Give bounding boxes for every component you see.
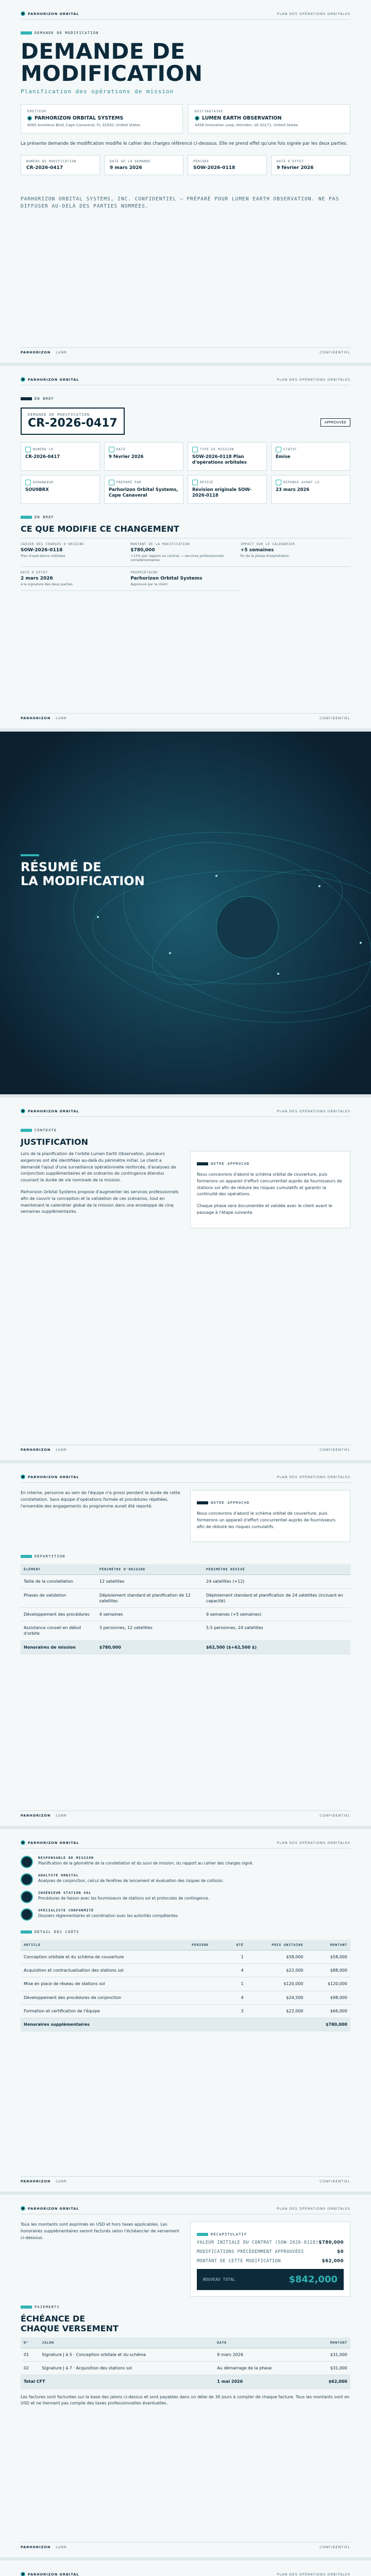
logo-icon <box>21 2572 25 2576</box>
page-header <box>21 11 350 20</box>
doc-ref: PLAN DES OPÉRATIONS ORBITALES <box>277 11 350 16</box>
team-member: SPÉCIALISTE CONFORMITÉ Dossiers réglementaires et coordination avec les autorités compétentes. <box>21 1908 350 1921</box>
logo-icon <box>21 1840 25 1845</box>
satellite-icon <box>192 447 198 452</box>
page-footer: PARHORIZON LUNR CONFIDENTIEL <box>21 2542 350 2549</box>
summary-cell: DEMANDEUR SOU9BRX <box>21 475 100 504</box>
provider-logo-icon <box>195 116 199 121</box>
table-row: Phases de validation Déploiement standard et planification de 12 satellites Déploiement standard et planification de 24 satellites (incluant en capacité) <box>21 1588 350 1607</box>
page-footer: PARHORIZON LUNR CONFIDENTIEL <box>21 347 350 354</box>
approach-box: NOTRE APPROCHE Nous concevrons d'abord le schéma orbital de couverture, puis formerons un appareil d'effort concurrentiel auprès de fournisseurs afin de réduire les risques cumulatifs. <box>190 1490 350 1542</box>
summary-cell: PRÉPARÉ PAR Parhorizon Orbital Systems, Cape Canaveral <box>104 475 183 504</box>
schedule-note: Les factures sont facturées sur la base des jalons ci-dessus et sont payables dans un délai de 30 jours à compter de chaque facture. Tous les montants sont en USD et ne tiennent pas compte des taxes professionnelles éventuelles. <box>21 2394 350 2406</box>
section-tag: EN BREF <box>21 515 54 519</box>
page-footer: PARHORIZON LUNR CONFIDENTIEL <box>21 713 350 720</box>
cover-notice: La présente demande de modification modifie le cahier des charges référencé ci-dessous. Elle ne prend effet qu'une fois signée par les deux parties. <box>21 141 348 147</box>
orbit-graphic <box>0 732 371 1097</box>
table-row: Assistance conseil en début d'orbite 3 personnes, 12 satellites 5.5 personnes, 24 satellites <box>21 1621 350 1640</box>
approval-page <box>0 2561 371 2576</box>
summary-page <box>0 366 371 732</box>
pricing-intro: En interne, personne au sein de l'équipe n'a grossi pendant la durée de cette constellation. Sans équipe d'opérations formée et procédures répétées, l'ensemble des engagements du programme aurait été reporté. <box>21 1490 180 1509</box>
clock-icon <box>276 480 281 485</box>
hero-accent <box>21 854 39 856</box>
avatar <box>21 1908 33 1921</box>
logo-icon <box>21 11 25 16</box>
team-member: INGÉNIEUR STATION SOL Procédures de liaison avec les fournisseurs de stations sol et protocoles de contingence. <box>21 1891 350 1903</box>
document-icon <box>25 447 31 452</box>
team-member: RESPONSABLE DE MISSION Planification de la géométrie de la constellation et du suivi de mission, du rapport au cahier des charges signé. <box>21 1856 350 1868</box>
change-items <box>21 538 350 591</box>
cover-title: DEMANDE DE MODIFICATION <box>21 39 203 86</box>
stat-card: DATE D'EFFET 9 février 2026 <box>271 155 350 175</box>
schedule-page <box>0 2195 371 2561</box>
justification-lead: Lors de la planification de l'orbite Lumen Earth Observation, plusieurs exigences ont été identifiées au-delà du périmètre initial. Le client a demandé l'ajout d'une surveillance opérationnelle renforcée, d'analyses de conjonction supplémentaires et de scénarios de contingence étendus couvrant la durée de vie nominale de la mission. <box>21 1151 176 1183</box>
payment-table: N° JALON DATE MONTANT 01 Signature J à 5 · Conception orbitale et du schéma 9 mars 2026 $31,000 02 Signature J à 7 · Acquisition des stations sol Au démarrage de la phase $31,000 Total CFT 1 mai 2026 $62,000 <box>21 2337 350 2389</box>
total-line: MONTANT DE CETTE MODIFICATION $62,000 <box>197 2259 344 2264</box>
table-row: 01 Signature J à 5 · Conception orbitale et du schéma 9 mars 2026 $31,000 <box>21 2348 350 2362</box>
status-icon <box>276 447 281 452</box>
stat-card: NUMÉRO DE MODIFICATION CR-2026-0417 <box>21 155 100 175</box>
table-row: Mise en place de réseau de stations sol 1 $120,000 $120,000 <box>21 1977 350 1991</box>
page-footer: PARHORIZON LUNR CONFIDENTIEL <box>21 1445 350 1452</box>
page-footer: PARHORIZON LUNR CONFIDENTIEL <box>21 2176 350 2183</box>
totals-note: Tous les montants sont exprimés en USD et hors taxes applicables. Les honoraires supplémentaires seront facturés selon l'échéancier de versement ci-dessous. <box>21 2222 179 2240</box>
logo-icon <box>21 1109 25 1113</box>
summary-cell: RÉVISÉ Révision originale SOW-2026-0118 <box>188 475 267 504</box>
cr-id-box: DEMANDE DE MODIFICATION CR-2026-0417 <box>21 408 125 435</box>
stat-card: DATE DE LA DEMANDE 9 mars 2026 <box>104 155 183 175</box>
change-item: IMPACT SUR LE CALENDRIER +5 semaines fin de la phase d'exploitation <box>241 538 350 567</box>
summary-cell: TYPE DE MISSION SOW-2026-0118 Plan d'opérations orbitales <box>188 442 267 471</box>
brand-name: PARHORIZON ORBITAL <box>28 11 79 16</box>
calendar-icon <box>109 447 114 452</box>
new-total: NOUVEAU TOTAL $842,000 <box>197 2269 344 2290</box>
summary-cell: DATE 9 février 2026 <box>104 442 183 471</box>
change-item: CAHIER DES CHARGES D'ORIGINE SOW-2026-0118 Plan d'opérations orbitales <box>21 538 130 567</box>
change-item: PROPRIÉTAIRE Parhorizon Orbital Systems Approuvé par le client <box>130 567 240 591</box>
parties <box>21 104 350 134</box>
table-row: Développement des procédures 4 semaines 9 semaines (+5 semaines) <box>21 1607 350 1621</box>
section-title: JUSTIFICATION <box>21 1137 88 1147</box>
total-line: VALEUR INITIALE DU CONTRAT (SOW-2026-0118) $780,000 <box>197 2240 344 2245</box>
section-tag: CONTEXTE <box>21 1128 57 1132</box>
total-line: MODIFICATIONS PRÉCÉDEMMENT APPROUVÉES $0 <box>197 2249 344 2255</box>
table-row: Développement des procédures de conjonction 4 $24,500 $98,000 <box>21 1991 350 2004</box>
table-row: Conception orbitale et du schéma de couverture 1 $58,000 $58,000 <box>21 1951 350 1964</box>
summary-tag: EN BREF <box>21 397 54 401</box>
total-row: Honoraires supplémentaires $780,000 <box>21 2018 350 2031</box>
page-header: PARHORIZON ORBITAL PLAN DES OPÉRATIONS ORBITALES <box>21 1840 350 1849</box>
approach-box: NOTRE APPROCHE Nous concevrons d'abord le schéma orbital de couverture, puis formerons un appareil d'effort concurrentiel auprès de fournisseurs de stations sol afin de réduire les risques cumulatifs et garantir la continuité des opérations. Chaque phase sera documentée et validée avec le client avant le passage à l'étape suivante. <box>190 1151 350 1228</box>
confidential-notice: PARHORIZON ORBITAL SYSTEMS, INC. CONFIDENTIEL — PRÉPARÉ POUR LUMEN EARTH OBSERVATION. NE PAS DIFFUSER AU-DELÀ DES PARTIES NOMMÉES. <box>21 196 340 210</box>
team-list <box>21 1856 350 1921</box>
summary-grid <box>21 442 350 504</box>
page-header: PARHORIZON ORBITAL PLAN DES OPÉRATIONS ORBITALES <box>21 1475 350 1483</box>
stat-card: PÉRIODE SOW-2026-0118 <box>188 155 267 175</box>
hero-title: RÉSUMÉ DE LA MODIFICATION <box>21 860 145 888</box>
avatar <box>21 1856 33 1868</box>
section-title: CE QUE MODIFIE CE CHANGEMENT <box>21 523 179 534</box>
scope-table: ÉLÉMENT PÉRIMÈTRE D'ORIGINE PÉRIMÈTRE RÉVISÉ Taille de la constellation 12 satellites 24 satellites (+12) Phases de validation Déploiement standard et planification de 12 satellites Déploiement standard et planification de 24 satellites (incluant en capacité) Développement des procédures 4 semaines 9 semaines (+5 semaines) Assistance conseil en début d'orbite 3 personnes, 12 satellites 5.5 personnes, 24 satellites Honoraires de mission $780,000 $62,500 ($+62,500 $) <box>21 1564 350 1654</box>
cover-tag: DEMANDE DE MODIFICATION <box>21 31 99 35</box>
totals-box: RÉCAPITULATIF VALEUR INITIALE DU CONTRAT (SOW-2026-0118) $780,000 MODIFICATIONS PRÉCÉDEMMENT APPROUVÉES $0 MONTANT DE CETTE MODIFICATION $62,000 NOUVEAU TOTAL $842,000 <box>190 2222 350 2297</box>
page-footer: PARHORIZON LUNR CONFIDENTIEL <box>21 1810 350 1818</box>
client-logo-icon <box>27 116 32 121</box>
table-row: Taille de la constellation 12 satellites 24 satellites (+12) <box>21 1575 350 1588</box>
cover-stats <box>21 155 350 175</box>
summary-cell: STATUT Émise <box>271 442 350 471</box>
summary-cell: NUMÉRO CR CR-2026-0417 <box>21 442 100 471</box>
change-item: DATE D'EFFET 2 mars 2026 à la signature des deux parties <box>21 567 130 591</box>
status-badge: APPROUVÉE <box>321 418 350 427</box>
section-tag: RÉPARTITION <box>21 1554 65 1558</box>
provider-card: DESTINATAIRE LUMEN EARTH OBSERVATION 4458 Innovation Loop, Herndon, VA 20171, United States <box>188 104 350 134</box>
cost-page <box>0 1829 371 2195</box>
user-icon <box>25 480 31 485</box>
logo-icon <box>21 377 25 382</box>
table-row: Acquisition et contractualisation des stations sol 4 $22,000 $88,000 <box>21 1964 350 1977</box>
avatar <box>21 1891 33 1903</box>
table-row: Honoraires de mission $780,000 $62,500 ($+62,500 $) <box>21 1640 350 1654</box>
hero-page <box>0 732 371 1097</box>
section-tag: PAIEMENTS <box>21 2305 60 2309</box>
building-icon <box>109 480 114 485</box>
logo-icon <box>21 2206 25 2211</box>
page-header: PARHORIZON ORBITAL PLAN DES OPÉRATIONS ORBITALES <box>21 1109 350 1117</box>
page-header: PARHORIZON ORBITAL PLAN DES OPÉRATIONS ORBITALES <box>21 2572 350 2576</box>
client-card: ÉMETTEUR PARHORIZON ORBITAL SYSTEMS 8065 Annieeux Blvd, Cape Canaveral, FL 32920, United States <box>21 104 183 134</box>
justification-body: Parhorizon Orbital Systems propose d'augmenter les services professionnels afin de couvrir la conception et la validation de ces scénarios, tout en maintenant le calendrier global de la mission dans une enveloppe de cinq semaines supplémentaires. <box>21 1189 179 1214</box>
cover-page <box>0 0 371 366</box>
cost-table: ARTICLE PÉRIODE QTÉ PRIX UNITAIRE MONTANT Conception orbitale et du schéma de couverture 1 $58,000 $58,000 Acquisition et contractualisation des stations sol 4 $22,000 $88,000 Mise en place de réseau de stations sol 1 $120,000 $120,000 Développement des procédures de conjonction 4 $24,500 $98,000 Formation et certification de l'équipe 3 $22,000 $66,000 Honoraires supplémentaires $780,000 <box>21 1940 350 2031</box>
section-title: ÉCHÉANCE DE CHAQUE VERSEMENT <box>21 2314 119 2333</box>
team-member: ANALYSTE ORBITAL Analyses de conjonction, calcul de fenêtres de lancement et évaluation des risques de collision. <box>21 1873 350 1886</box>
page-header: PARHORIZON ORBITAL PLAN DES OPÉRATIONS ORBITALES <box>21 377 350 385</box>
logo-icon <box>21 1475 25 1479</box>
table-row: 02 Signature J à 7 · Acquisition des stations sol Au démarrage de la phase $31,000 <box>21 2362 350 2375</box>
hero-image <box>0 732 371 1097</box>
summary-cell: RÉPONSE AVANT LE 23 mars 2026 <box>271 475 350 504</box>
change-item: MONTANT DE LA MODIFICATION $780,000 +13% par rapport au contrat — services professionnels complémentaires <box>130 538 240 567</box>
scope-page <box>0 1463 371 1829</box>
section-tag: DÉTAIL DES COÛTS <box>21 1930 79 1934</box>
table-row: Formation et certification de l'équipe 3 $22,000 $66,000 <box>21 2004 350 2018</box>
avatar <box>21 1873 33 1886</box>
justification-page <box>0 1097 371 1463</box>
total-row: Total CFT 1 mai 2026 $62,000 <box>21 2375 350 2388</box>
page-header: PARHORIZON ORBITAL PLAN DES OPÉRATIONS ORBITALES <box>21 2206 350 2214</box>
revision-icon <box>192 480 198 485</box>
cover-subtitle: Planification des opérations de mission <box>21 88 174 95</box>
